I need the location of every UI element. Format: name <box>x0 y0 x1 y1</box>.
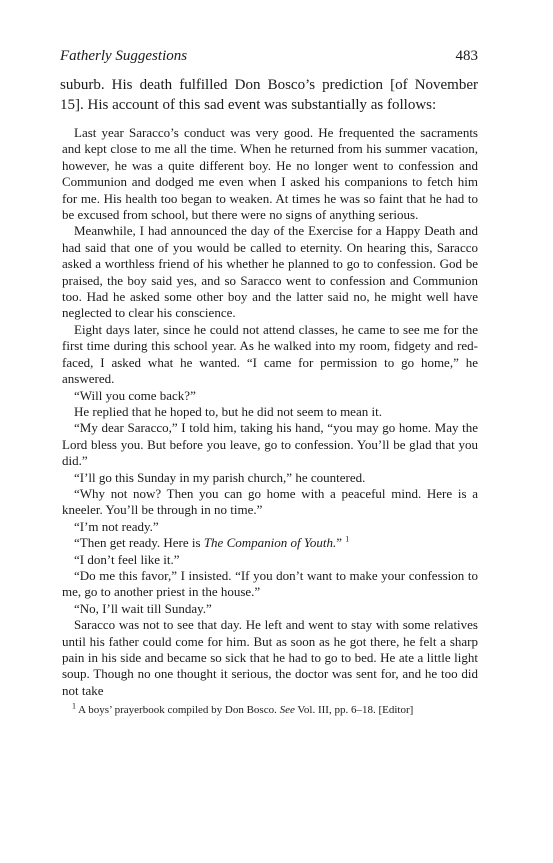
book-title: The Companion of Youth. <box>203 535 337 551</box>
paragraph: Meanwhile, I had announced the day of the Exercise for a Happy Death and had said that one of you would be called to eternity. On hearing this, Saracco asked a worthless friend of his whether he planned to go to confession. God be praised, the boy said yes, and so Saracco went to confession and Communion too. Had he asked some other boy and the latter said no, he might well have neglected to clear his conscience. <box>62 223 478 321</box>
running-title: Fatherly Suggestions <box>60 48 188 64</box>
paragraph: “My dear Saracco,” I told him, taking his hand, “you may go home. May the Lord bless you. But before you leave, go to confession. You’ll be glad that you did.” <box>62 420 478 469</box>
paragraph: Eight days later, since he could not attend classes, he came to see me for the first time during this school year. As he walked into my room, fidgety and red-faced, I asked what he wanted. “I came for permission to go home,” he answered. <box>62 321 478 387</box>
footnote-see: See <box>279 704 295 717</box>
paragraph: Last year Saracco’s conduct was very good. He frequented the sacraments and kept close to me all the time. When he returned from his summer vacation, however, he was a quite different boy. He no longer went to confession and Communion and dodged me even when I asked his companions to fetch him for me. His health too began to weaken. At times he was so faint that he had to be excused from school, but there were no signs of anything serious. <box>62 125 478 223</box>
companion-text-after: ” <box>336 535 343 551</box>
paragraph: “No, I’ll wait till Sunday.” <box>74 600 212 616</box>
footnote-text-after: Vol. III, pp. 6–18. [Editor] <box>294 704 414 717</box>
paragraph: “Do me this favor,” I insisted. “If you don’t want to make your confession to me, go to another priest in the house.” <box>62 567 478 600</box>
footnote <box>60 703 478 717</box>
intro-paragraph: suburb. His death fulfilled Don Bosco’s prediction [of November 15]. His account of this sad event was substantially as follows: <box>60 77 478 113</box>
paragraph: “Will you come back?” <box>74 387 196 403</box>
footnote-text-before: A boys’ prayerbook compiled by Don Bosco. <box>76 704 280 717</box>
paragraph: “Why not now? Then you can go home with a peaceful mind. Here is a kneeler. You’ll be through in no time.” <box>62 485 478 518</box>
paragraph-companion <box>62 535 478 551</box>
footnote-reference: 1 <box>345 534 350 544</box>
paragraph: “I don’t feel like it.” <box>74 551 180 567</box>
paragraph: He replied that he hoped to, but he did not seem to mean it. <box>74 403 382 419</box>
book-page <box>60 48 478 717</box>
paragraph: “I’ll go this Sunday in my parish church,” he countered. <box>74 469 366 485</box>
companion-text-before: “Then get ready. Here is <box>74 535 204 551</box>
paragraph: “I’m not ready.” <box>74 518 159 534</box>
running-head <box>60 48 478 70</box>
quoted-account <box>60 125 478 699</box>
paragraph: Saracco was not to see that day. He left and went to stay with some relatives until his father could come for him. But as soon as he got there, he felt a sharp pain in his side and became so sick that he had to go to bed. He ate a little light soup. Though no one thought it serious, the doctor was sent for, and he too did not take <box>62 617 478 698</box>
page-number: 483 <box>455 48 478 64</box>
footnote-marker: 1 <box>72 701 76 711</box>
